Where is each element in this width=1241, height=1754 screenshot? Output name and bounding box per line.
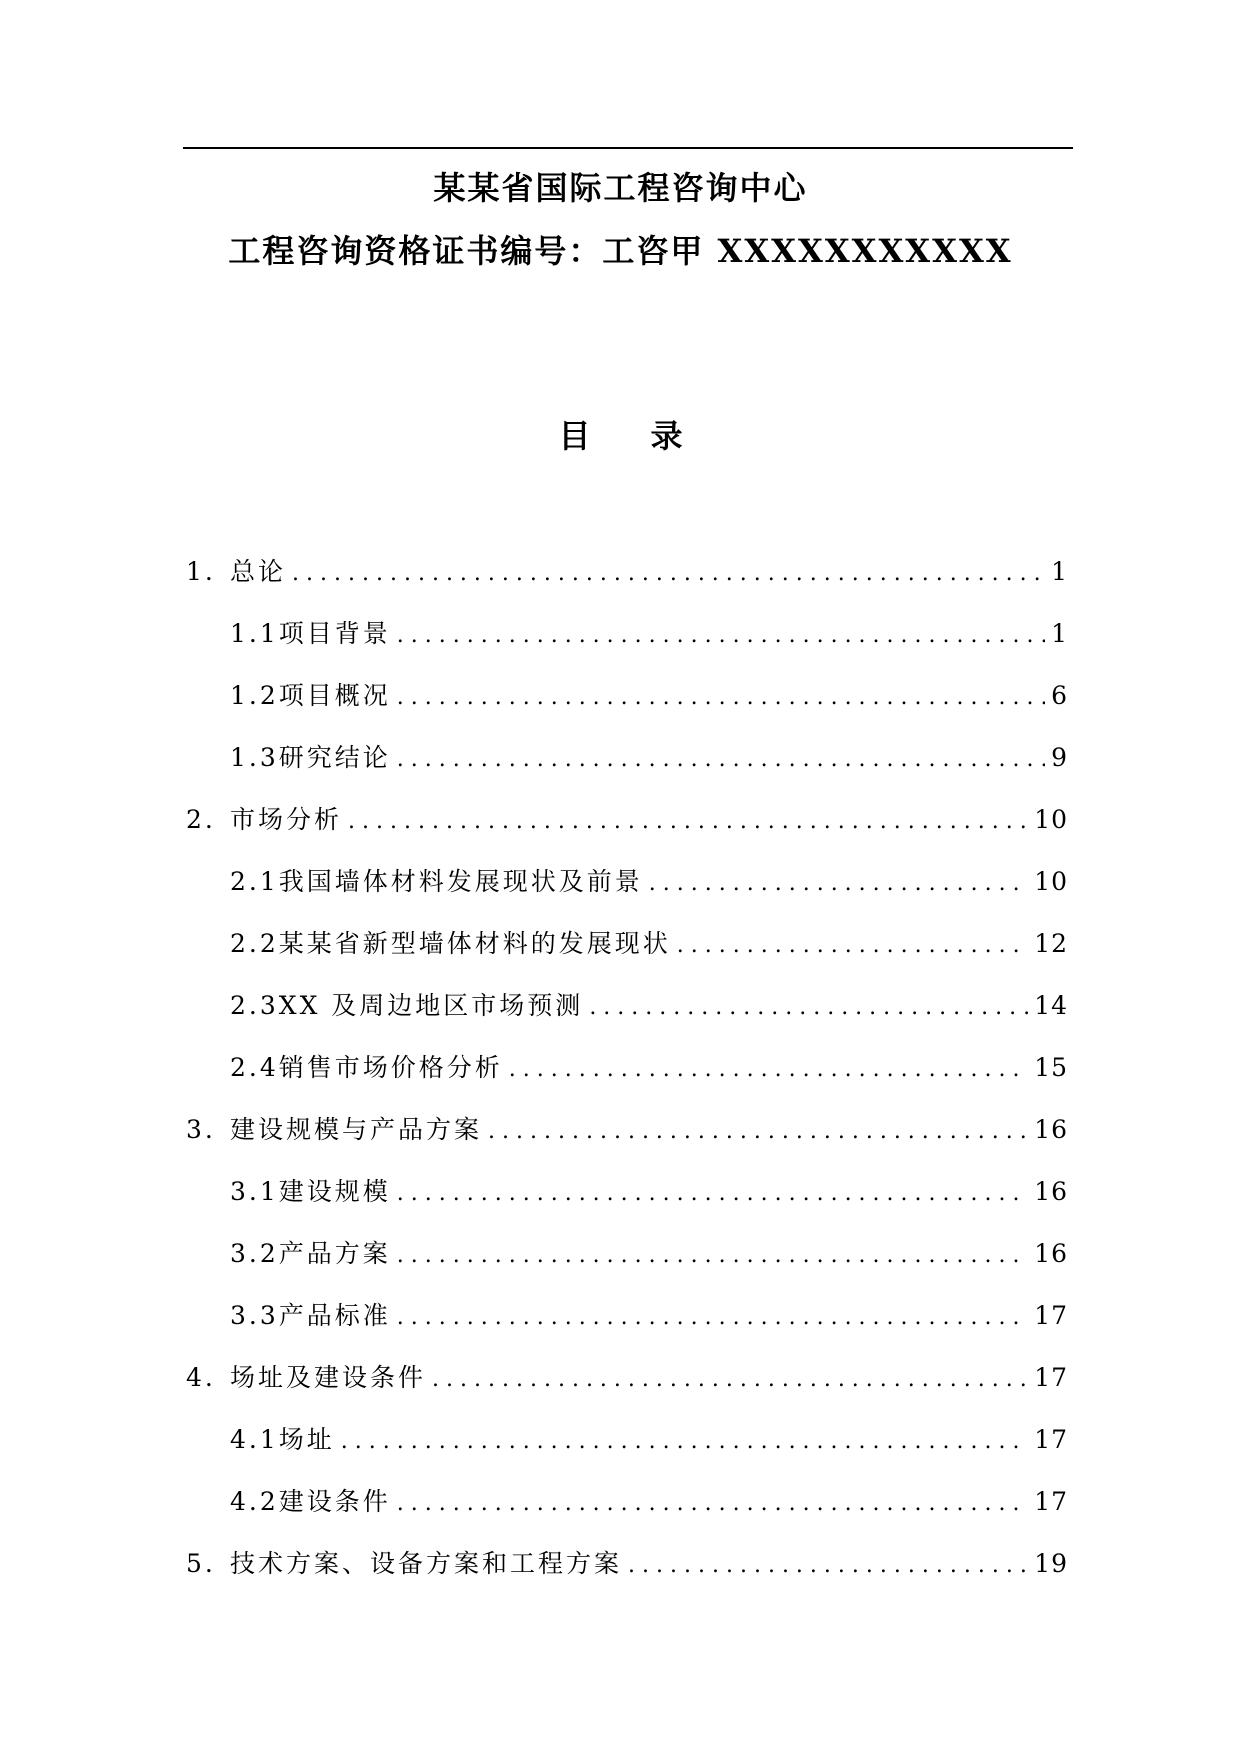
toc-entry-number: 4.1 (230, 1425, 279, 1454)
toc-entry-label (186, 1110, 482, 1150)
toc-entry-text: 建设条件 (278, 1487, 391, 1516)
toc-entry-page: 14 (1034, 991, 1068, 1020)
toc-entry-label (186, 800, 342, 840)
toc-entry-number: 1.2 (230, 681, 279, 710)
toc-entry-number: 2.1 (230, 867, 279, 896)
toc-entry-number: 3.2 (230, 1239, 279, 1268)
toc-entry[interactable] (230, 862, 1068, 902)
toc-title: 目录 (558, 417, 743, 455)
toc-entry-label (230, 924, 671, 964)
toc-entry-page: 17 (1034, 1487, 1068, 1516)
toc-entry-label (230, 1482, 391, 1522)
toc-dot-leader (397, 678, 1045, 718)
toc-dot-leader (341, 1422, 1028, 1462)
toc-entry-page: 6 (1051, 681, 1068, 710)
toc-entry-text: 技术方案、设备方案和工程方案 (230, 1549, 623, 1578)
toc-entry[interactable] (186, 1544, 1068, 1584)
toc-entry-page: 19 (1034, 1549, 1068, 1578)
toc-entry-number: 1. (186, 557, 216, 586)
organization-name: 某某省国际工程咨询中心 (433, 169, 808, 207)
toc-entry-label (230, 1234, 391, 1274)
toc-entry-number: 2.3 (230, 991, 279, 1020)
toc-entry-label (186, 552, 286, 592)
toc-entry-text: 产品方案 (278, 1239, 391, 1268)
toc-entry[interactable] (230, 1172, 1068, 1212)
toc-dot-leader (397, 1298, 1028, 1338)
toc-entry-page: 17 (1034, 1363, 1068, 1392)
toc-entry-number: 2.2 (230, 929, 279, 958)
toc-entry-label (230, 614, 391, 654)
toc-dot-leader (432, 1360, 1028, 1400)
toc-entry-page: 10 (1034, 867, 1068, 896)
toc-entry-number: 5. (186, 1549, 216, 1578)
toc-dot-leader (397, 616, 1045, 656)
toc-entry-number: 2.4 (230, 1053, 279, 1082)
toc-entry-number: 3.3 (230, 1301, 279, 1330)
toc-entry-text: 场址 (278, 1425, 335, 1454)
toc-entry-label (230, 738, 391, 778)
toc-dot-leader (348, 802, 1028, 842)
toc-entry[interactable] (186, 800, 1068, 840)
toc-entry-page: 17 (1034, 1301, 1068, 1330)
toc-entry-label (186, 1544, 622, 1584)
toc-entry-label (230, 986, 583, 1026)
toc-dot-leader (677, 926, 1028, 966)
toc-entry-page: 17 (1034, 1425, 1068, 1454)
toc-entry-text: 场址及建设条件 (230, 1363, 427, 1392)
toc-dot-leader (397, 1174, 1028, 1214)
toc-entry[interactable] (230, 1420, 1068, 1460)
toc-entry[interactable] (230, 676, 1068, 716)
toc-dot-leader (397, 1236, 1028, 1276)
toc-entry-number: 4.2 (230, 1487, 279, 1516)
toc-entry-page: 9 (1051, 743, 1068, 772)
toc-entry-label (230, 862, 643, 902)
toc-entry-page: 16 (1034, 1177, 1068, 1206)
toc-entry-text: 市场分析 (230, 805, 343, 834)
toc-entry-label (230, 1172, 391, 1212)
toc-dot-leader (397, 1484, 1028, 1524)
toc-entry-number: 3. (186, 1115, 216, 1144)
toc-entry-number: 1.3 (230, 743, 279, 772)
toc-entry-text: XX 及周边地区市场预测 (278, 991, 584, 1020)
toc-entry-number: 1.1 (230, 619, 279, 648)
toc-entry-number: 3.1 (230, 1177, 279, 1206)
toc-dot-leader (488, 1112, 1028, 1152)
toc-entry[interactable] (230, 924, 1068, 964)
toc-entry-number: 2. (186, 805, 216, 834)
certificate-number-line: 工程咨询资格证书编号：工咨甲 XXXXXXXXXXX (228, 232, 1013, 270)
toc-entry-label (230, 1420, 335, 1460)
toc-entry[interactable] (230, 1048, 1068, 1088)
toc-dot-leader (589, 988, 1028, 1028)
toc-entry-page: 1 (1051, 557, 1068, 586)
toc-entry[interactable] (230, 1234, 1068, 1274)
toc-entry-text: 总论 (230, 557, 287, 586)
toc-entry-label (186, 1358, 426, 1398)
toc-dot-leader (649, 864, 1028, 904)
toc-entry[interactable] (186, 552, 1068, 592)
toc-entry-text: 项目概况 (278, 681, 391, 710)
toc-entry-page: 12 (1034, 929, 1068, 958)
toc-entry-text: 我国墙体材料发展现状及前景 (278, 867, 643, 896)
toc-entry-number: 4. (186, 1363, 216, 1392)
toc-entry-text: 建设规模 (278, 1177, 391, 1206)
toc-entry-page: 15 (1034, 1053, 1068, 1082)
toc-entry-label (230, 676, 391, 716)
toc-entry[interactable] (186, 1358, 1068, 1398)
toc-dot-leader (397, 740, 1045, 780)
toc-entry-page: 16 (1034, 1115, 1068, 1144)
toc-entry-text: 销售市场价格分析 (278, 1053, 503, 1082)
toc-entry-label (230, 1048, 503, 1088)
toc-entry[interactable] (186, 1110, 1068, 1150)
toc-entry[interactable] (230, 1482, 1068, 1522)
toc-entry-text: 研究结论 (278, 743, 391, 772)
toc-entry[interactable] (230, 986, 1068, 1026)
toc-entry[interactable] (230, 738, 1068, 778)
toc-entry-page: 16 (1034, 1239, 1068, 1268)
toc-dot-leader (628, 1546, 1028, 1586)
toc-entry[interactable] (230, 614, 1068, 654)
toc-entry-text: 某某省新型墙体材料的发展现状 (278, 929, 671, 958)
toc-dot-leader (292, 554, 1045, 594)
toc-entry-text: 项目背景 (278, 619, 391, 648)
toc-dot-leader (509, 1050, 1028, 1090)
toc-entry-text: 产品标准 (278, 1301, 391, 1330)
toc-entry[interactable] (230, 1296, 1068, 1336)
toc-entry-label (230, 1296, 391, 1336)
toc-entry-page: 10 (1034, 805, 1068, 834)
toc-entry-text: 建设规模与产品方案 (230, 1115, 483, 1144)
toc-entry-page: 1 (1051, 619, 1068, 648)
